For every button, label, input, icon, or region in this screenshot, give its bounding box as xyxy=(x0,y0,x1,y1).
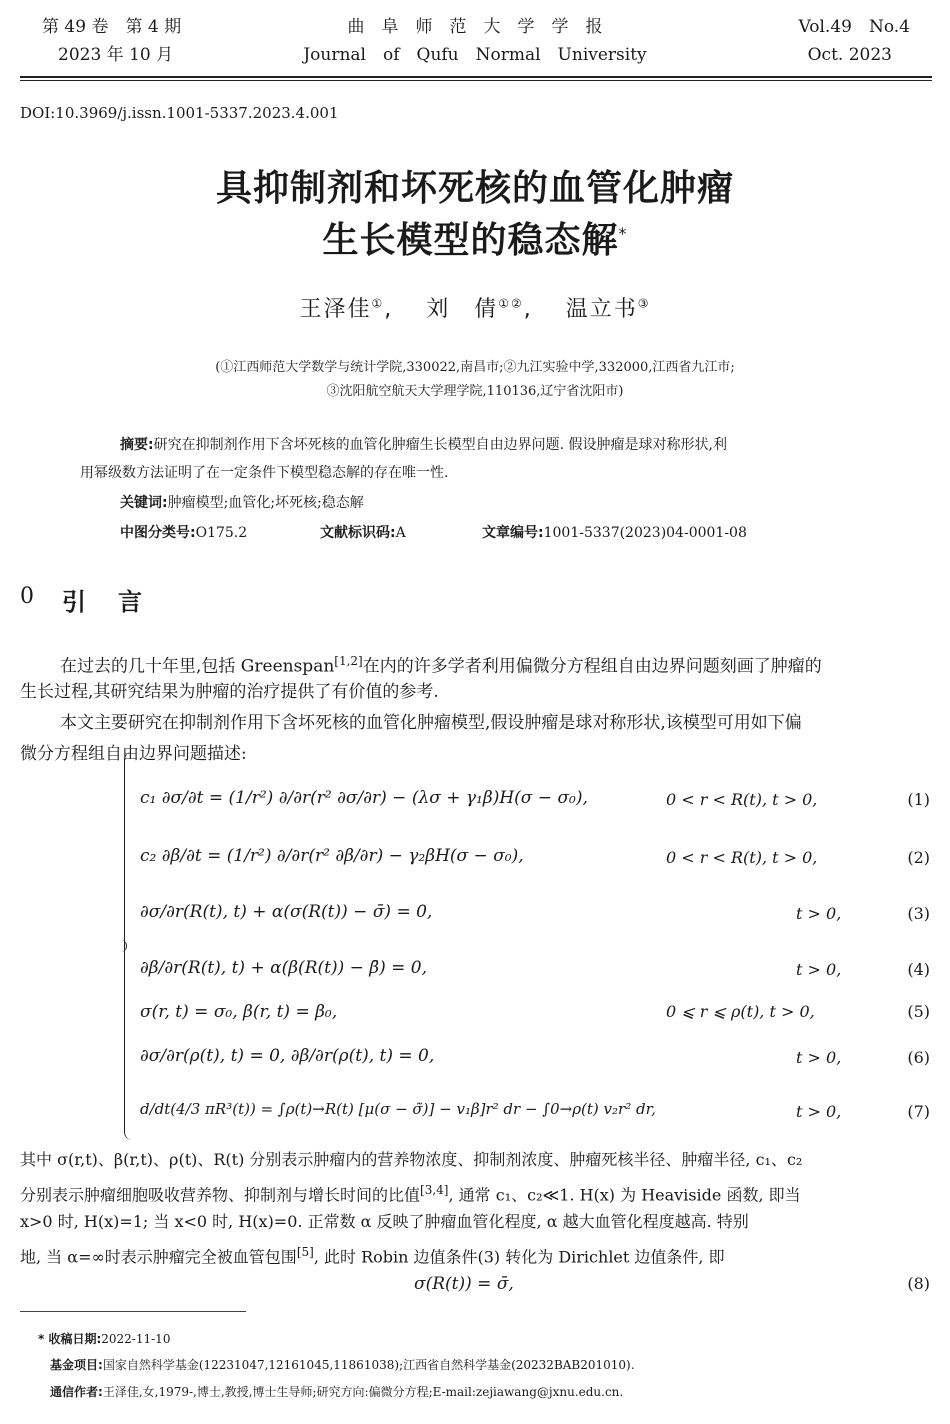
after-line-4-b: , 此时 Robin 边值条件(3) 转化为 Dirichlet 边值条件, 即 xyxy=(313,1247,725,1267)
author-3: 温立书 xyxy=(565,297,638,322)
equation-2: c₂ ∂β/∂t = (1/r²) ∂/∂r(r² ∂β/∂r) − γ₂βH(σ − σ₀), xyxy=(140,846,524,866)
clc-value: O175.2 xyxy=(195,525,248,541)
equation-8: σ(R(t)) = σ̄, xyxy=(414,1274,514,1294)
after-line-4 xyxy=(20,1237,725,1272)
author-2-aff: ①② xyxy=(498,296,524,311)
funding-label: 基金项目: xyxy=(50,1358,103,1372)
para2-line2: 微分方程组自由边界问题描述: xyxy=(20,744,247,764)
clc xyxy=(120,522,247,544)
doc-code-label: 文献标识码: xyxy=(320,525,396,541)
equation-3-condition: t > 0, xyxy=(796,904,842,923)
author-1-aff: ① xyxy=(371,296,385,311)
article-number xyxy=(482,522,747,544)
received-value: 2022-11-10 xyxy=(101,1332,171,1346)
corresponding-label: 通信作者: xyxy=(50,1385,103,1399)
equation-1: c₁ ∂σ/∂t = (1/r²) ∂/∂r(r² ∂σ/∂r) − (λσ + γ₁β)H(σ − σ₀), xyxy=(140,788,588,808)
doi: DOI:10.3969/j.issn.1001-5337.2023.4.001 xyxy=(20,104,339,122)
received-date xyxy=(38,1330,170,1347)
doc-code xyxy=(320,522,406,544)
equation-1-number: (1) xyxy=(907,790,930,809)
para1-text-b: 在内的许多学者利用偏微分方程组自由边界问题刻画了肿瘤的 xyxy=(362,656,822,677)
article-number-value: 1001-5337(2023)04-0001-08 xyxy=(543,525,747,541)
header-date-en: Oct. 2023 xyxy=(807,45,892,65)
equation-6-number: (6) xyxy=(907,1048,930,1067)
journal-name-cn: 曲 阜 师 范 大 学 学 报 xyxy=(347,17,603,37)
abstract-text-1: 研究在抑制剂作用下含坏死核的血管化肿瘤生长模型自由边界问题. 假设肿瘤是球对称形状,利 xyxy=(153,437,727,453)
para1-line2: 生长过程,其研究结果为肿瘤的治疗提供了有价值的参考. xyxy=(20,682,439,702)
title-line-2: 生长模型的稳态解 xyxy=(322,220,619,261)
section-title: 引 言 xyxy=(62,588,146,616)
equation-3-number: (3) xyxy=(907,904,930,923)
after-line-4-a: 地, 当 α=∞时表示肿瘤完全被血管包围 xyxy=(20,1247,297,1267)
equation-7-number: (7) xyxy=(907,1102,930,1121)
header-volume: 第 49 卷 第 4 期 xyxy=(42,17,182,37)
abstract-text-2: 用幂级数方法证明了在一定条件下模型稳态解的存在唯一性. xyxy=(80,465,449,481)
header-vol-en: Vol.49 No.4 xyxy=(798,17,910,37)
equation-3: ∂σ/∂r(R(t), t) + α(σ(R(t)) − σ̄) = 0, xyxy=(140,902,433,922)
equation-4: ∂β/∂r(R(t), t) + α(β(R(t)) − β̄) = 0, xyxy=(140,958,427,978)
funding-value: 国家自然科学基金(12231047,12161045,11861038);江西省自然科学基金(20232BAB201010). xyxy=(102,1358,635,1372)
title-line-1: 具抑制剂和坏死核的血管化肿瘤 xyxy=(215,168,734,209)
equation-6: ∂σ/∂r(ρ(t), t) = 0, ∂β/∂r(ρ(t), t) = 0, xyxy=(140,1046,435,1066)
equation-2-condition: 0 < r < R(t), t > 0, xyxy=(666,848,818,867)
header-date: 2023 年 10 月 xyxy=(58,45,174,65)
ref-3-4: [3,4] xyxy=(420,1183,449,1197)
affiliation-line-2: ③沈阳航空航天大学理学院,110136,辽宁省沈阳市) xyxy=(326,384,624,399)
doc-code-value: A xyxy=(395,525,406,541)
funding xyxy=(50,1356,635,1373)
keywords xyxy=(120,492,364,514)
authors: 王泽佳①, 刘 倩①②, 温立书③ xyxy=(299,296,651,322)
footnote-rule xyxy=(20,1311,246,1312)
equation-7: d/dt(4/3 πR³(t)) = ∫ρ(t)→R(t) [μ(σ − σ̃)] − v₁β]r² dr − ∫0→ρ(t) v₂r² dr, xyxy=(140,1100,656,1118)
after-line-3: x>0 时, H(x)=1; 当 x<0 时, H(x)=0. 正常数 α 反映了肿瘤血管化程度, α 越大血管化程度越高. 特别 xyxy=(20,1212,749,1231)
equation-2-number: (2) xyxy=(907,848,930,867)
title-footnote-mark: * xyxy=(618,224,628,243)
equation-5-number: (5) xyxy=(907,1002,930,1021)
journal-name-en: Journal of Qufu Normal University xyxy=(303,45,647,65)
equation-1-condition: 0 < r < R(t), t > 0, xyxy=(666,790,818,809)
section-number: 0 xyxy=(20,584,34,609)
received-label: * 收稿日期: xyxy=(38,1332,102,1346)
para1-text-a: 在过去的几十年里,包括 Greenspan xyxy=(60,656,335,677)
keywords-text: 肿瘤模型;血管化;坏死核;稳态解 xyxy=(167,495,364,511)
header-rule xyxy=(20,76,932,78)
corresponding-author xyxy=(50,1383,623,1400)
equation-7-condition: t > 0, xyxy=(796,1102,842,1121)
author-2: 刘 倩 xyxy=(426,297,499,322)
equation-8-number: (8) xyxy=(907,1274,930,1293)
para2-line1: 本文主要研究在抑制剂作用下含坏死核的血管化肿瘤模型,假设肿瘤是球对称形状,该模型可用如下偏 xyxy=(60,713,802,733)
abstract-line-1 xyxy=(120,434,900,456)
after-line-2-b: , 通常 c₁、c₂≪1. H(x) 为 Heaviside 函数, 即当 xyxy=(448,1185,801,1205)
article-number-label: 文章编号: xyxy=(482,525,544,541)
header-rule-thin xyxy=(20,80,932,81)
ref-1-2: [1,2] xyxy=(334,654,363,668)
author-1: 王泽佳 xyxy=(299,297,372,322)
after-line-2-a: 分别表示肿瘤细胞吸收营养物、抑制剂与增长时间的比值 xyxy=(20,1185,421,1205)
keywords-label: 关键词: xyxy=(120,495,168,511)
equation-4-number: (4) xyxy=(907,960,930,979)
corresponding-value: 王泽佳,女,1979-,博士,教授,博士生导师;研究方向:偏微分方程;E-mail:zejiawang@jxnu.edu.cn. xyxy=(102,1385,624,1399)
ref-5: [5] xyxy=(296,1245,314,1259)
author-3-aff: ③ xyxy=(637,296,651,311)
equation-5: σ(r, t) = σ₀, β(r, t) = β₀, xyxy=(140,1002,338,1022)
clc-label: 中图分类号: xyxy=(120,525,196,541)
affiliation-line-1: (①江西师范大学数学与统计学院,330022,南昌市;②九江实验中学,332000,江西省九江市; xyxy=(215,360,735,375)
after-line-1: 其中 σ(r,t)、β(r,t)、ρ(t)、R(t) 分别表示肿瘤内的营养物浓度、抑制剂浓度、肿瘤死核半径、肿瘤半径, c₁、c₂ xyxy=(20,1150,803,1169)
equation-5-condition: 0 ⩽ r ⩽ ρ(t), t > 0, xyxy=(666,1002,815,1021)
equation-6-condition: t > 0, xyxy=(796,1048,842,1067)
equation-4-condition: t > 0, xyxy=(796,960,842,979)
abstract-label: 摘要: xyxy=(120,437,154,453)
